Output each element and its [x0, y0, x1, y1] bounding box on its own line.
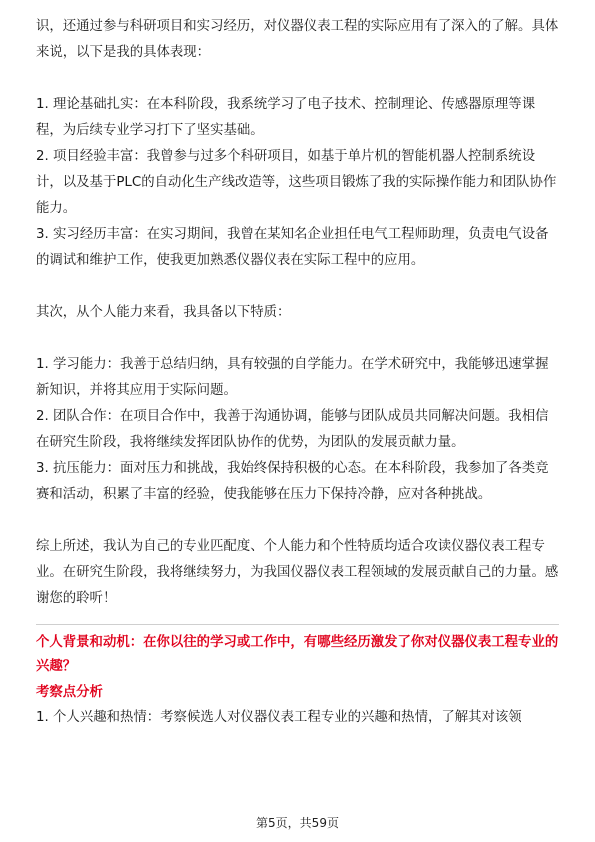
paragraph-gap [36, 326, 559, 352]
list-item: 2. 团队合作：在项目合作中，我善于沟通协调，能够与团队成员共同解决问题。我相信在研究生阶段，我将继续发挥团队协作的优势，为团队的发展贡献力量。 [36, 409, 549, 450]
section-divider [36, 624, 559, 625]
list-item: 3. 抗压能力：面对压力和挑战，我始终保持积极的心态。在本科阶段，我参加了各类竞赛和活动，积累了丰富的经验，使我能够在压力下保持冷静，应对各种挑战。 [36, 461, 549, 502]
list-item: 2. 项目经验丰富：我曾参与过多个科研项目，如基于单片机的智能机器人控制系统设计，以及基于PLC的自动化生产线改造等，这些项目锻炼了我的实际操作能力和团队协作能力。 [36, 149, 557, 216]
intro-paragraph: 识，还通过参与科研项目和实习经历，对仪器仪表工程的实际应用有了深入的了解。具体来说，以下是我的具体表现： [36, 19, 559, 60]
page-number: 第5页，共59页 [256, 816, 339, 830]
paragraph-gap [36, 66, 559, 92]
list-item: 3. 实习经历丰富：在实习期间，我曾在某知名企业担任电气工程师助理，负责电气设备的调试和维护工作，使我更加熟悉仪器仪表在实际工程中的应用。 [36, 227, 549, 268]
document-page [36, 14, 559, 731]
interview-question: 个人背景和动机：在你以往的学习或工作中，有哪些经历激发了你对仪器仪表工程专业的兴趣？ [36, 635, 559, 674]
paragraph-gap [36, 508, 559, 534]
paragraph-gap [36, 274, 559, 300]
analysis-item: 1. 个人兴趣和热情：考察候选人对仪器仪表工程专业的兴趣和热情，了解其对该领 [36, 710, 522, 725]
analysis-heading: 考察点分析 [36, 685, 103, 700]
section-intro-paragraph: 其次，从个人能力来看，我具备以下特质： [36, 305, 291, 320]
list-item: 1. 理论基础扎实：在本科阶段，我系统学习了电子技术、控制理论、传感器原理等课程，为后续专业学习打下了坚实基础。 [36, 97, 536, 138]
list-item: 1. 学习能力：我善于总结归纳，具有较强的自学能力。在学术研究中，我能够迅速掌握新知识，并将其应用于实际问题。 [36, 357, 549, 398]
conclusion-paragraph: 综上所述，我认为自己的专业匹配度、个人能力和个性特质均适合攻读仪器仪表工程专业。在研究生阶段，我将继续努力，为我国仪器仪表工程领域的发展贡献自己的力量。感谢您的聆听！ [36, 539, 559, 606]
